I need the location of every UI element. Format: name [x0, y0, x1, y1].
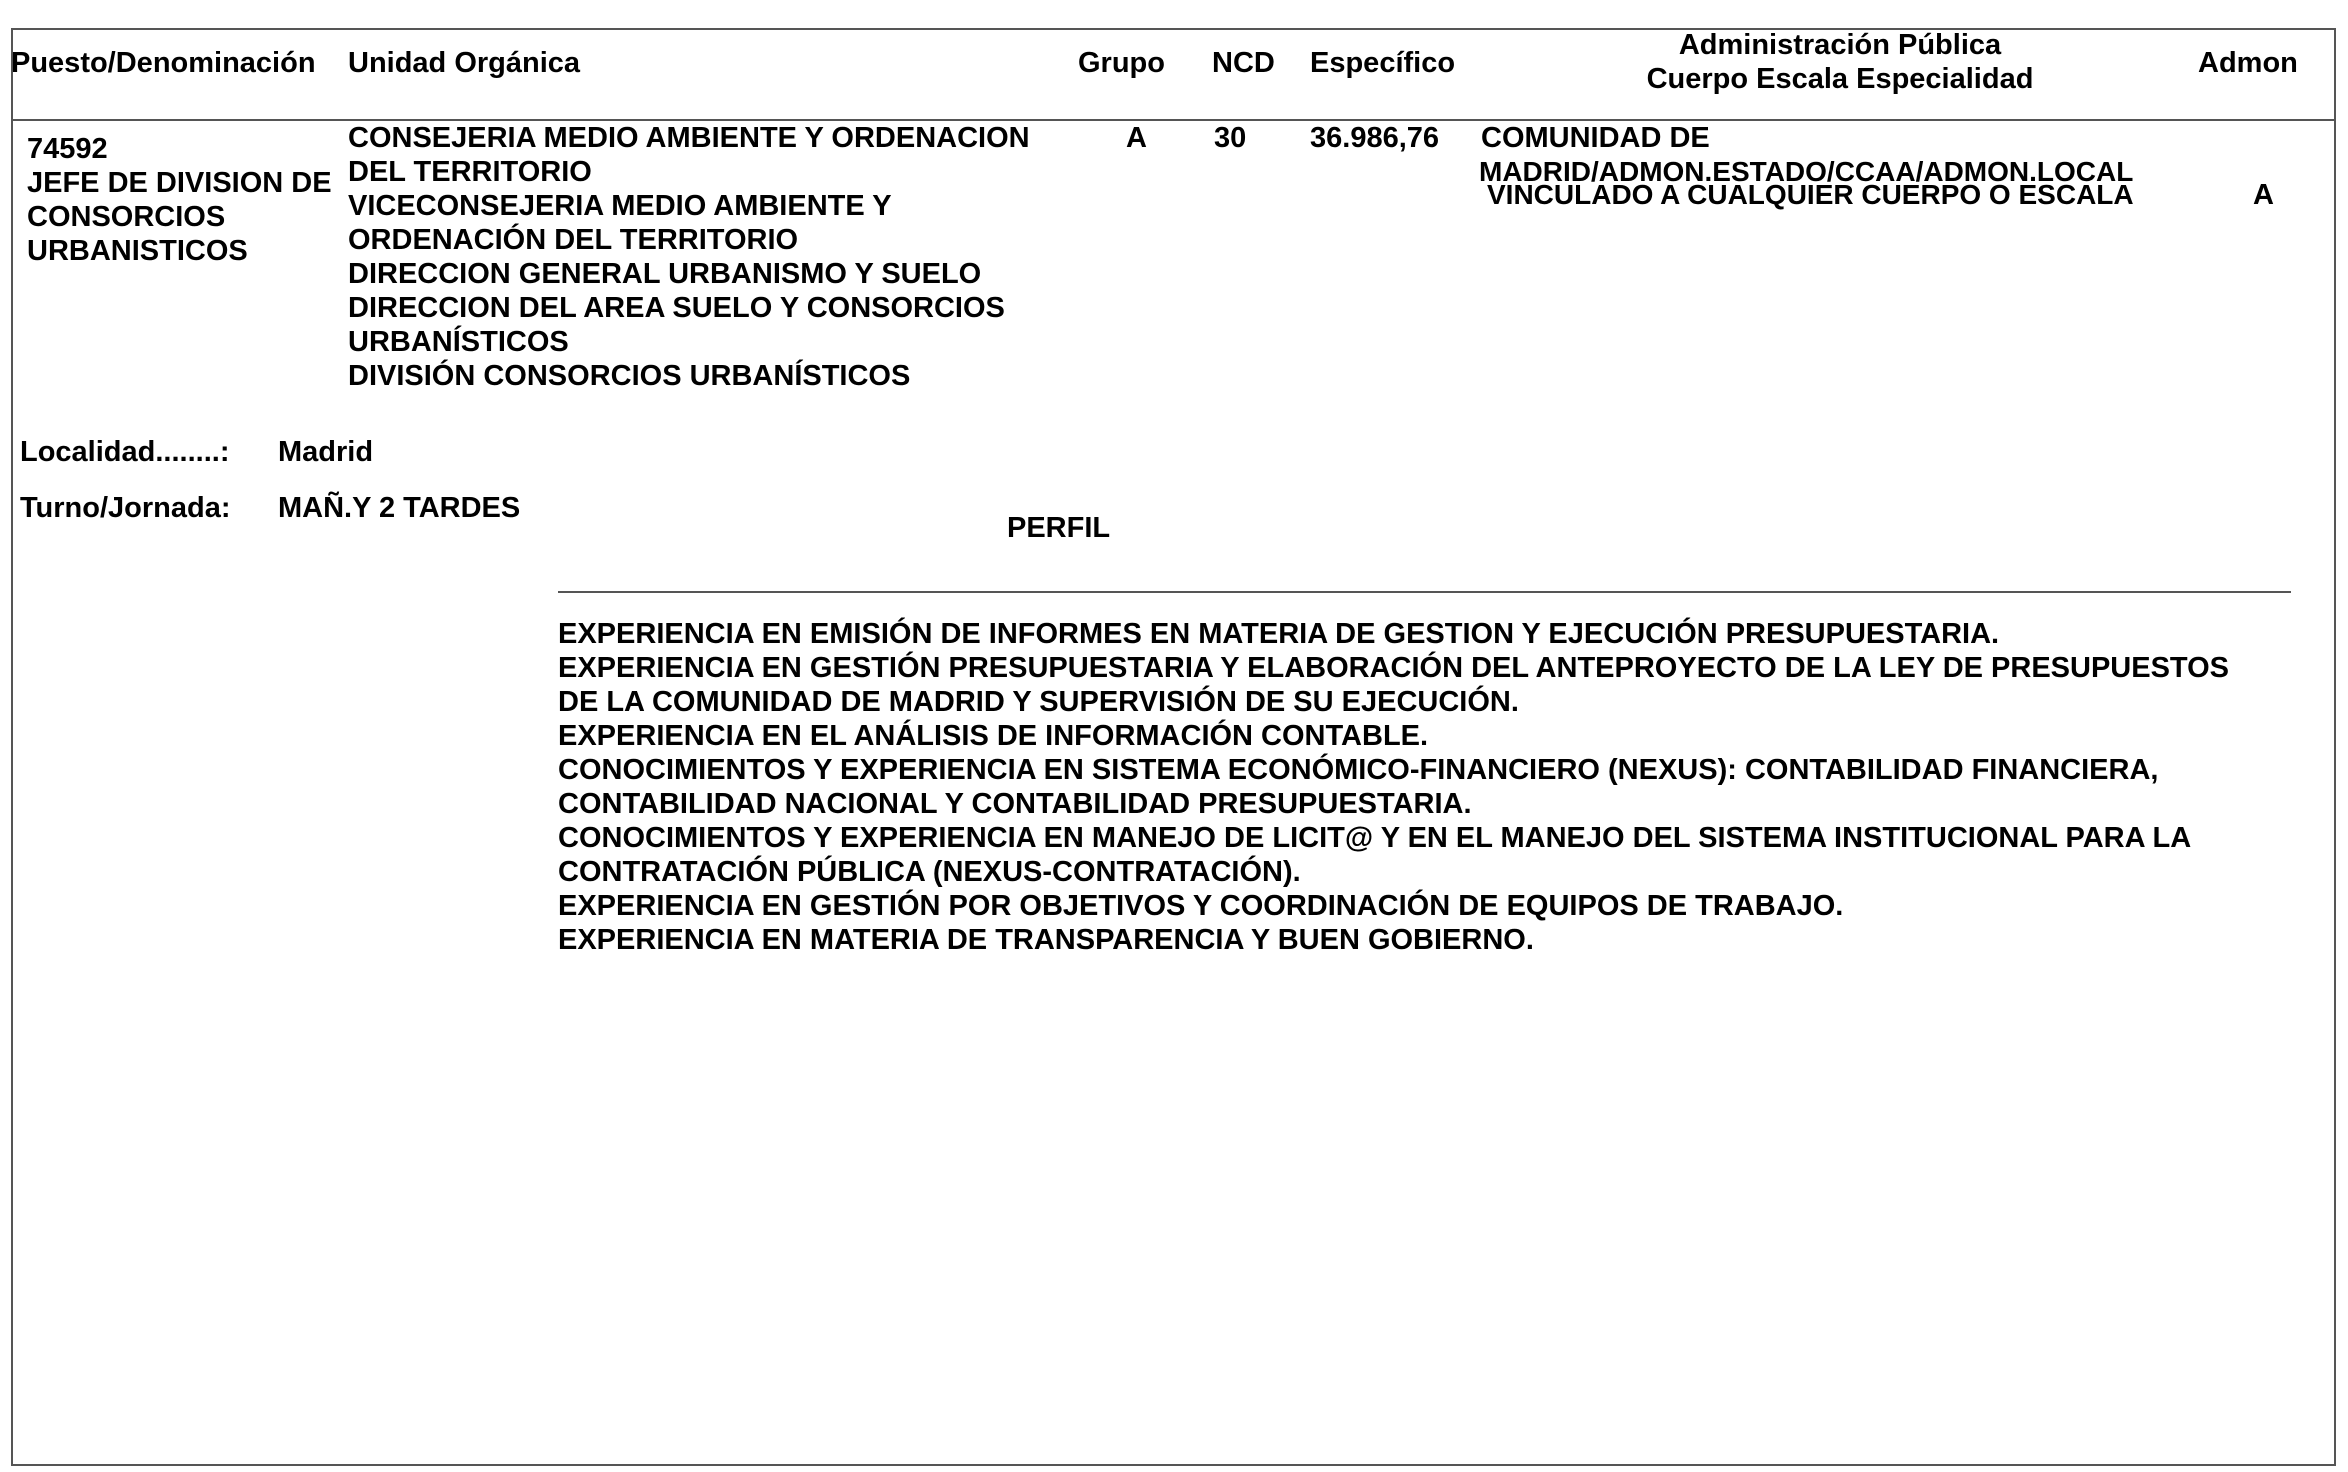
cuerpo-value: VINCULADO A CUALQUIER CUERPO O ESCALA [1487, 179, 2134, 210]
perfil-line: DE LA COMUNIDAD DE MADRID Y SUPERVISIÓN DE SU EJECUCIÓN. [558, 686, 1519, 718]
perfil-line: CONOCIMIENTOS Y EXPERIENCIA EN SISTEMA ECONÓMICO-FINANCIERO (NEXUS): CONTABILIDAD FINANCIERA, [558, 754, 2159, 786]
perfil-line: EXPERIENCIA EN MATERIA DE TRANSPARENCIA Y BUEN GOBIERNO. [558, 924, 1534, 956]
perfil-line: EXPERIENCIA EN GESTIÓN PRESUPUESTARIA Y ELABORACIÓN DEL ANTEPROYECTO DE LA LEY DE PRESUPUESTOS [558, 652, 2230, 684]
header-puesto: Puesto/Denominación [11, 47, 316, 79]
perfil-line: CONTRATACIÓN PÚBLICA (NEXUS-CONTRATACIÓN). [558, 856, 1301, 888]
header-especifico: Específico [1310, 47, 1456, 79]
unidad-line: DIRECCION GENERAL URBANISMO Y SUELO [348, 258, 982, 290]
puesto-code: 74592 [27, 133, 108, 165]
perfil-divider [558, 591, 2291, 593]
unidad-line: DIVISIÓN CONSORCIOS URBANÍSTICOS [348, 360, 911, 392]
unidad-line: DIRECCION DEL AREA SUELO Y CONSORCIOS [348, 292, 1005, 324]
grupo-value: A [1126, 122, 1147, 154]
puesto-denominacion-line: URBANISTICOS [27, 235, 248, 267]
puesto-denominacion-line: CONSORCIOS [27, 201, 226, 233]
perfil-line: CONOCIMIENTOS Y EXPERIENCIA EN MANEJO DE LICIT@ Y EN EL MANEJO DEL SISTEMA INSTITUCIONAL PARA LA [558, 822, 2192, 854]
header-grupo: Grupo [1078, 47, 1165, 79]
unidad-organica-block [348, 121, 1030, 393]
unidad-line: DEL TERRITORIO [348, 156, 592, 188]
header-admon: Admon [2198, 47, 2298, 79]
perfil-text-block [558, 617, 2229, 957]
unidad-line: URBANÍSTICOS [348, 326, 569, 358]
header-unidad: Unidad Orgánica [348, 47, 581, 79]
puesto-block [27, 132, 332, 268]
perfil-line: CONTABILIDAD NACIONAL Y CONTABILIDAD PRESUPUESTARIA. [558, 788, 1472, 820]
ncd-value: 30 [1214, 122, 1247, 154]
admin-publica-line: COMUNIDAD DE [1481, 122, 1710, 154]
localidad-value: Madrid [278, 436, 374, 468]
unidad-line: CONSEJERIA MEDIO AMBIENTE Y ORDENACION [348, 122, 1030, 154]
unidad-line: ORDENACIÓN DEL TERRITORIO [348, 224, 799, 256]
turno-label: Turno/Jornada: [20, 492, 231, 524]
perfil-line: EXPERIENCIA EN GESTIÓN POR OBJETIVOS Y COORDINACIÓN DE EQUIPOS DE TRABAJO. [558, 890, 1844, 922]
especifico-value: 36.986,76 [1310, 122, 1440, 154]
perfil-line: EXPERIENCIA EN EMISIÓN DE INFORMES EN MATERIA DE GESTION Y EJECUCIÓN PRESUPUESTARIA. [558, 618, 2000, 650]
perfil-line: EXPERIENCIA EN EL ANÁLISIS DE INFORMACIÓN CONTABLE. [558, 720, 1429, 752]
localidad-label: Localidad........: [20, 436, 230, 468]
header-cuerpo-escala: Cuerpo Escala Especialidad [1646, 63, 2034, 95]
header-admin-publica: Administración Pública [1678, 29, 2002, 61]
admin-publica-line: MADRID/ADMON.ESTADO/CCAA/ADMON.LOCAL [1479, 156, 2134, 187]
unidad-line: VICECONSEJERIA MEDIO AMBIENTE Y [348, 190, 892, 222]
admon-value: A [2253, 179, 2274, 211]
puesto-denominacion-line: JEFE DE DIVISION DE [27, 167, 332, 199]
header-ncd: NCD [1212, 47, 1275, 79]
perfil-title: PERFIL [1007, 512, 1111, 544]
turno-value: MAÑ.Y 2 TARDES [278, 492, 521, 524]
